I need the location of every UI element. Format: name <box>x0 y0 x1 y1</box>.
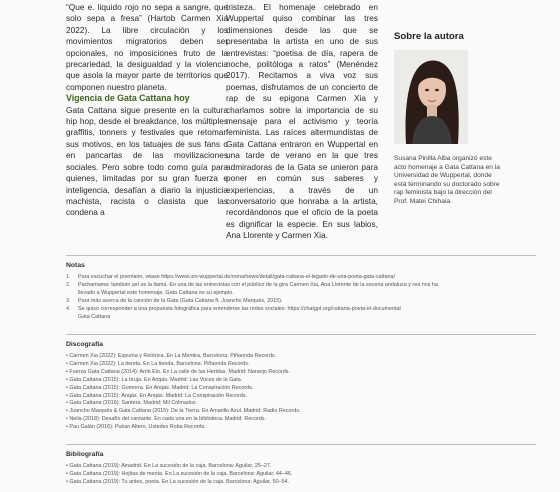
about-author-box <box>394 31 504 42</box>
about-author-title: Sobre la autora <box>394 31 464 42</box>
bibliography-item: • Gata Cattana (2019): Hojitas de menta. En La sucesión de la caja. Barcelona: Aguilar, 44–46. <box>66 470 293 477</box>
section-divider <box>66 444 536 445</box>
author-photo <box>394 50 468 144</box>
body-paragraph: tristeza. El homenaje celebrado en Wuppertal quiso combinar las tres dimensiones desde las que se presentaba la artista en uno de sus entrevistas: “poetisa de día, rapera de noche, politóloga a ratos” (Menéndez 2017). Recitamos a viva voz sus poemas, disfrutamos de un concierto de rap de su epigona Carmen Xia y charlamos sobre la importancia de su mensaje para el activismo y teoría feminista. Las raíces altermundistas de Gata Cattana entraron en Wuppertal en una tarde de verano en la que tres admiradoras de la Gata se unieron para poner en común sus saberes y experiencias, a través de un conversatorio que honraba a la artista, recordándonos que el oficio de la poeta es dignificar la especie. En sus labios, Ana Llorente y Carmen Xia. <box>226 2 378 241</box>
note-item: 1. Para escuchar el poemario, véase https://www.uni-wuppertal.de/roma/news/detail/gata-cattana-el-legado-de-una-poeta-gata-cattana/ <box>66 274 396 280</box>
discography-item: • Fuerza Gata Cattana (2014): Amb Elo. En La calle de las Heridas. Madrid: Naranjo Records. <box>66 368 290 375</box>
bibliography-item: • Gata Cattana (2019): Tu antes, poeta. En La sucesión de la caja. Barcelona: Aguilar, 50–54. <box>66 478 290 485</box>
discography-item: • Juancho Marqués & Gata Cattana (2015): De la Tierra. En Amarillo Azul. Madrid: Radio Records. <box>66 408 301 415</box>
discography-list <box>66 353 536 432</box>
discography-item: • Gata Cattana (2015): Gomorra. En Anqás. Madrid: La Conspiración Records. <box>66 384 254 391</box>
note-item: llevado a Wuppertal este homenaje. Gata Cattana es su ejemplo. <box>78 289 234 296</box>
note-item: 4. Se quiso corresponder a una propuesta fotográfica para entenderse las redes sociales: https://chatgpt.org/cattana-poeta-el-documental <box>66 305 401 312</box>
note-item: Gata Cattana <box>78 313 111 320</box>
section-divider <box>66 334 536 335</box>
body-paragraph: “Que e. liquido rojo no sepa a sangre, que solo sepa a fresa” (Hartob Carmen Xia 2022). La libre circulación y los movimientos migratorios deben ser opcionales, no imposiciones fruto de la precariedad, la desigualdad y la violencia que asola la mayor parte de territorios que componen nuestro planeta. <box>66 2 228 92</box>
notes-list <box>66 274 536 321</box>
section-heading-vigencia: Vigencia de Gata Cattana hoy <box>66 93 190 104</box>
bibliography-item: • Gata Cattana (2019): Ainadrid. En La sucesión de la caja. Barcelona: Aguilar, 25–27. <box>66 463 272 469</box>
notes-heading: Notas <box>66 262 85 269</box>
author-portrait-illustration <box>394 50 468 144</box>
discography-item: • Gata Cattana (2015): La bruja. En Anqás. Madrid: Las Voces de la Gata. <box>66 376 243 383</box>
discography-item: • Carmen Xia (2022): La tienda. En La tienda, Barcelona: Piñaonda Records. <box>66 360 250 367</box>
note-item: 2. Pachamama: también así se la llama. En una de las entrevistas con el público de la gira Carmen Xia, Ana Llorente de la escena andaluza y rea nos ha <box>66 281 438 288</box>
discography-item: • Gata Cattana (2015): Anqás. En Anqás. Madrid: La Conspiración Records. <box>66 392 248 399</box>
author-bio-caption: Susana Pinilla Alba organizó este acto homenaje a Gata Cattana en la Universidad de Wuppertal, donde está terminando su doctorado sobre rap feminista bajo la dirección del Prof. Matei Chihaia. <box>394 155 500 205</box>
main-column-left <box>66 0 228 219</box>
discography-item: • Gata Cattana (2016): Santera. Madrid: Mil Colmados. <box>66 400 198 407</box>
discography-heading: Discografía <box>66 341 104 348</box>
bibliography-list <box>66 463 536 487</box>
section-divider <box>66 255 536 256</box>
discography-item: • Carmen Xia (2022): Espuma y Retórica. En La Mentira, Barcelona: Piñaonda Records. <box>66 353 277 359</box>
bibliography-heading: Bibliografía <box>66 451 104 458</box>
body-paragraph: Gata Cattana sigue presente en la cultura hip hop, desde el breakdance, los múltiples graffitis, tonners y festivales que retoman sus motivos, en los tatuajes de sus fans o en pancartas de las movilizaciones sociales. Pero sobre todo como guía para quienes, limitadas por su gran fuerza e inteligencia, desafían a diario la injusticia machista, racista o clasista que las condena a <box>66 104 228 218</box>
main-column-right <box>226 0 378 242</box>
discography-item: • Neila (2018): Desafío del cantante. En cada una en la biblioteca. Madrid: Records. <box>66 416 266 423</box>
discography-item: • Pau Galán (2016): Pukan Altero, Ustedes Roba Records. <box>66 424 206 431</box>
note-item: 3. Para más acerca de la canción de la Gata (Gata Cattana ft. Juancho Marqués, 2015). <box>66 297 283 304</box>
